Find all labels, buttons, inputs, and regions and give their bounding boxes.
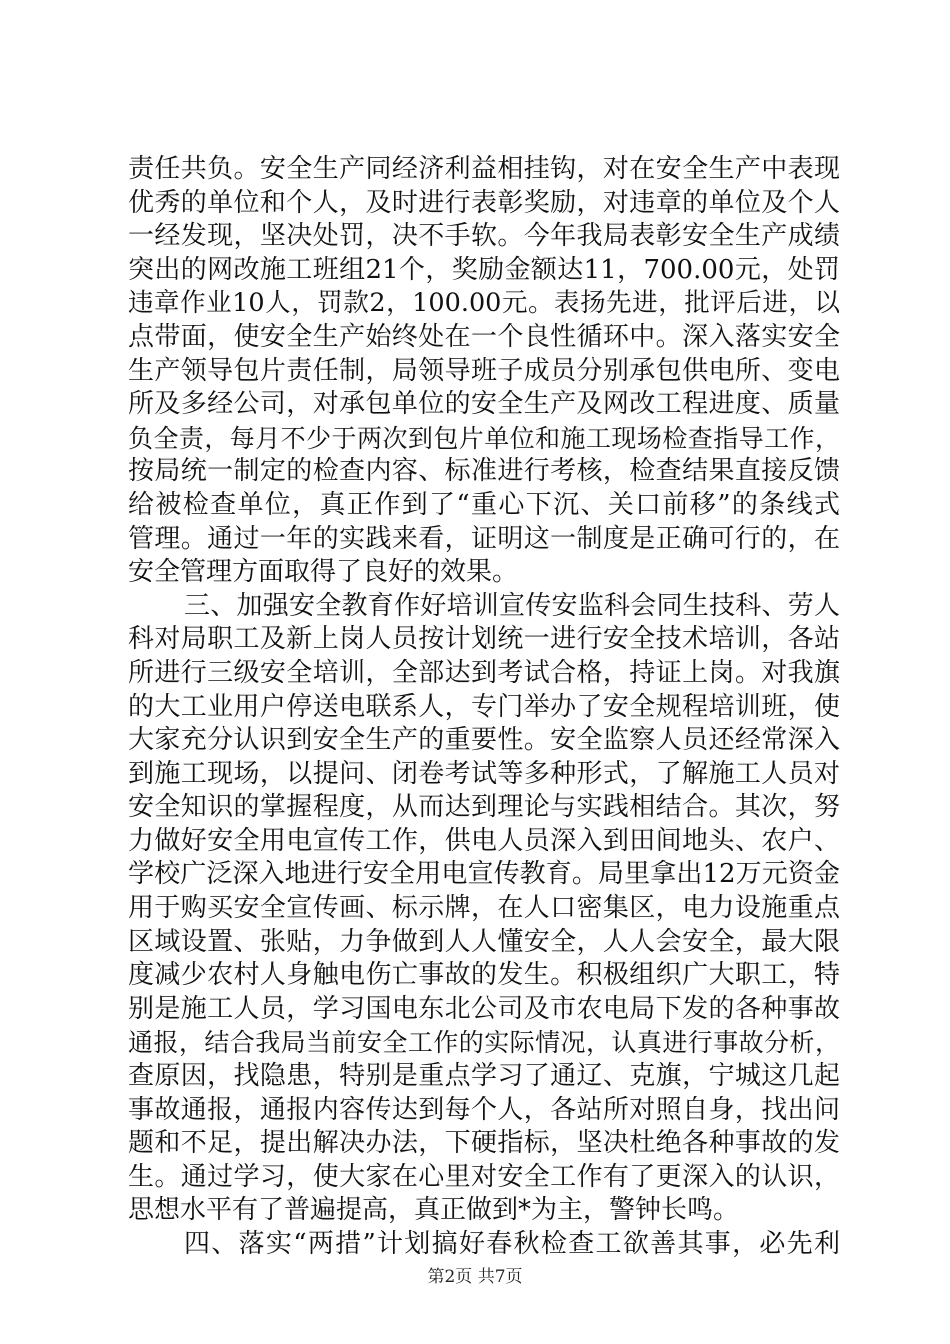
text-line: 通报，结合我局当前安全工作的实际情况，认真进行事故分析，: [128, 1028, 840, 1058]
text-line: 思想水平有了普遍提高，真正做到*为主，警钟长鸣。: [128, 1195, 740, 1226]
text-line: 四、落实“两措”计划搞好春秋检查工欲善其事，必先利: [184, 1229, 840, 1259]
text-line: 大家充分认识到安全生产的重要性。安全监察人员还经常深入: [128, 725, 840, 756]
text-line: 一经发现，坚决处罚，决不手软。今年我局表彰安全生产成绩: [128, 221, 840, 252]
text-line: 生产领导包片责任制，局领导班子成员分别承包供电所、变电: [128, 355, 840, 386]
text-line: 责任共负。安全生产同经济利益相挂钩，对在安全生产中表现: [128, 154, 840, 184]
text-line: 按局统一制定的检查内容、标准进行考核，检查结果直接反馈: [128, 456, 840, 487]
text-line: 区域设置、张贴，力争做到人人懂安全，人人会安全，最大限: [128, 926, 840, 957]
document-body: [128, 153, 840, 1262]
text-line: 到施工现场，以提问、闭卷考试等多种形式，了解施工人员对: [128, 758, 840, 789]
text-line: 生。通过学习，使大家在心里对安全工作有了更深入的认识，: [128, 1161, 840, 1192]
text-line: 安全知识的掌握程度，从而达到理论与实践相结合。其次，努: [128, 792, 840, 823]
text-line: 点带面，使安全生产始终处在一个良性循环中。深入落实安全: [128, 321, 840, 352]
text-line: 科对局职工及新上岗人员按计划统一进行安全技术培训，各站: [128, 624, 840, 655]
text-line: 力做好安全用电宣传工作，供电人员深入到田间地头、农户、: [128, 825, 840, 856]
text-line: 安全管理方面取得了良好的效果。: [128, 557, 519, 588]
text-line: 优秀的单位和个人，及时进行表彰奖励，对违章的单位及个人: [128, 187, 840, 218]
text-line: 负全责，每月不少于两次到包片单位和施工现场检查指导工作，: [128, 423, 840, 453]
text-line: 三、加强安全教育作好培训宣传安监科会同生技科、劳人: [184, 590, 840, 621]
text-line: 给被检查单位，真正作到了“重心下沉、关口前移”的条线式: [128, 489, 840, 520]
text-line: 查原因，找隐患，特别是重点学习了通辽、克旗，宁城这几起: [128, 1061, 840, 1092]
text-line: 所进行三级安全培训，全部达到考试合格，持证上岗。对我旗: [128, 657, 840, 688]
text-line: 用于购买安全宣传画、标示牌，在人口密集区，电力设施重点: [128, 893, 840, 924]
text-line: 所及多经公司，对承包单位的安全生产及网改工程进度、质量: [128, 389, 840, 420]
text-line: 事故通报，通报内容传达到每个人，各站所对照自身，找出问: [128, 1094, 840, 1125]
text-line: 题和不足，提出解决办法，下硬指标，坚决杜绝各种事故的发: [128, 1128, 840, 1159]
text-line: 违章作业10人，罚款2，100.00元。表扬先进，批评后进，以: [128, 288, 840, 319]
text-line: 管理。通过一年的实践来看，证明这一制度是正确可行的，在: [128, 523, 840, 554]
page-footer: 第2页 共7页: [427, 1267, 523, 1287]
text-line: 突出的网改施工班组21个，奖励金额达11，700.00元，处罚: [128, 254, 840, 285]
text-line: 别是施工人员，学习国电东北公司及市农电局下发的各种事故: [128, 993, 840, 1024]
text-line: 学校广泛深入地进行安全用电宣传教育。局里拿出12万元资金: [128, 859, 840, 890]
text-line: 度减少农村人身触电伤亡事故的发生。积极组织广大职工，特: [128, 960, 840, 991]
text-line: 的大工业用户停送电联系人，专门举办了安全规程培训班，使: [128, 691, 840, 722]
